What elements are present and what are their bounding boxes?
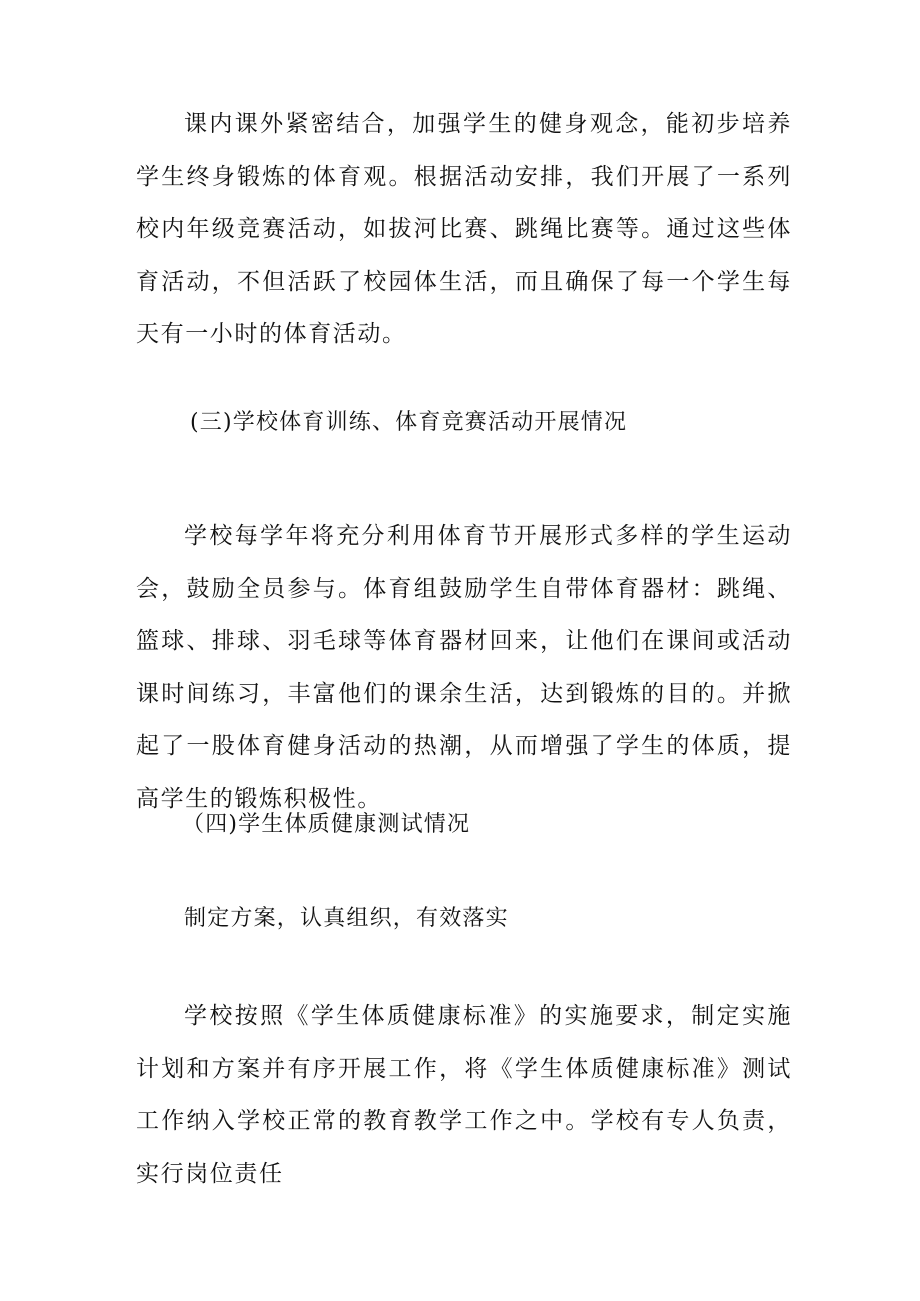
paragraph-sports-meeting: 学校每学年将充分利用体育节开展形式多样的学生运动会，鼓励全员参与。体育组鼓励学生自带体育器材：跳绳、篮球、排球、羽毛球等体育器材回来，让他们在课间或活动课时间练习，丰富他们的课余生活，达到锻炼的目的。并掀起了一股体育健身活动的热潮，从而增强了学生的体质，提高学生的锻炼积极性。 [136, 523, 792, 812]
subheading-plan-organize: 制定方案，认真组织，有效落实 [184, 906, 509, 931]
section-heading-training-competitions: (三)学校体育训练、体育竞赛活动开展情况 [190, 410, 628, 435]
paragraph-extracurricular-activities: 课内课外紧密结合，加强学生的健身观念，能初步培养学生终身锻炼的体育观。根据活动安排，我们开展了一系列校内年级竞赛活动，如拔河比赛、跳绳比赛等。通过这些体育活动，不但活跃了校园体生活，而且确保了每一个学生每天有一小时的体育活动。 [136, 111, 792, 347]
paragraph-health-standard: 学校按照《学生体质健康标准》的实施要求，制定实施计划和方案并有序开展工作，将《学生体质健康标准》测试工作纳入学校正常的教育教学工作之中。学校有专人负责，实行岗位责任 [136, 1003, 792, 1187]
section-heading-health-test: （四)学生体质健康测试情况 [182, 812, 471, 837]
